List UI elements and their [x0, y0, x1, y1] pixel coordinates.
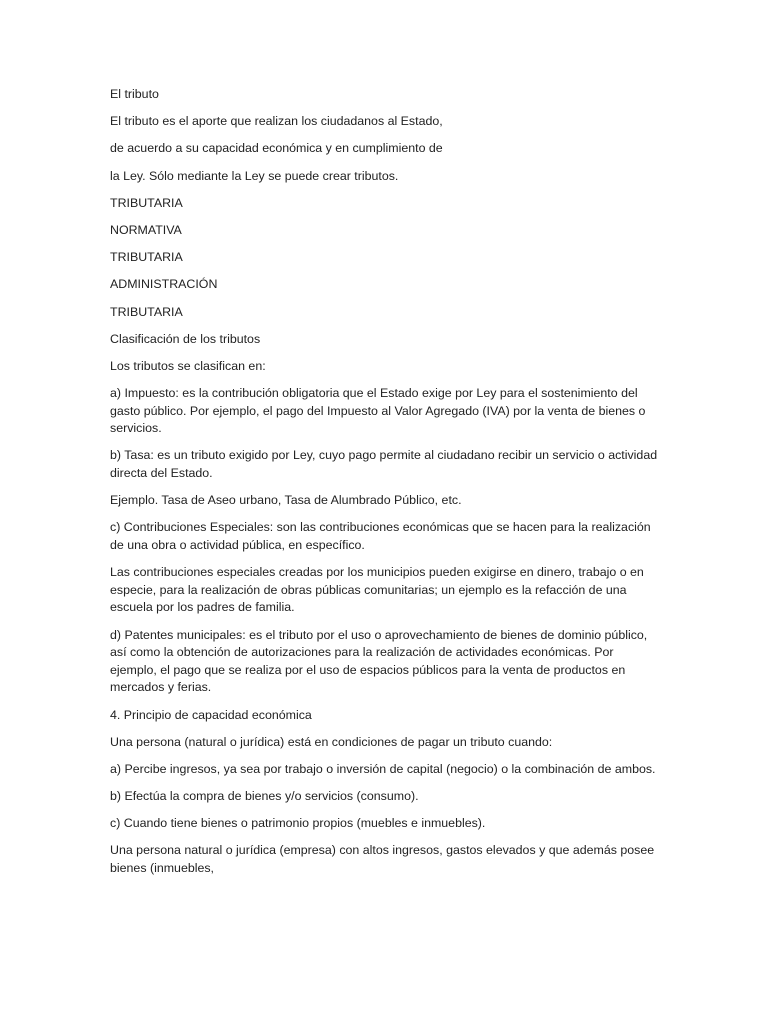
paragraph-tasa: b) Tasa: es un tributo exigido por Ley, cuyo pago permite al ciudadano recibir un servicio o actividad directa del Estado. — [110, 448, 658, 481]
document-title: El tributo — [110, 87, 159, 101]
section-heading-clasificacion: Clasificación de los tributos — [110, 331, 261, 346]
label-tributaria-1: TRIBUTARIA — [110, 195, 183, 210]
label-normativa: NORMATIVA — [110, 222, 182, 237]
section-heading-capacidad: 4. Principio de capacidad económica — [110, 707, 312, 722]
label-tributaria-3: TRIBUTARIA — [110, 304, 183, 319]
label-administracion: ADMINISTRACIÓN — [110, 277, 218, 292]
paragraph-contribuciones-especiales: c) Contribuciones Especiales: son las contribuciones económicas que se hacen para la realización de una obra o actividad pública, en específico. — [110, 520, 651, 552]
paragraph-clasifican: Los tributos se clasifican en: — [110, 358, 266, 373]
paragraph-intro-line-3: la Ley. Sólo mediante la Ley se puede crear tributos. — [110, 168, 399, 183]
paragraph-compra: b) Efectúa la compra de bienes y/o servicios (consumo). — [110, 789, 419, 804]
paragraph-intro-line-1: El tributo es el aporte que realizan los ciudadanos al Estado, — [110, 114, 443, 129]
paragraph-percibe-ingresos: a) Percibe ingresos, ya sea por trabajo o inversión de capital (negocio) o la combinación de ambos. — [110, 761, 656, 776]
paragraph-contribuciones-municipios: Las contribuciones especiales creadas por los municipios pueden exigirse en dinero, trabajo o en especie, para la realización de obras públicas comunitarias; un ejemplo es la refacción de una escuela por los padres de familia. — [110, 565, 644, 615]
paragraph-impuesto: a) Impuesto: es la contribución obligatoria que el Estado exige por Ley para el sostenimiento del gasto público. Por ejemplo, el pago del Impuesto al Valor Agregado (IVA) por la venta de bienes o servicios. — [110, 386, 646, 436]
paragraph-condiciones: Una persona (natural o jurídica) está en condiciones de pagar un tributo cuando: — [110, 734, 553, 749]
document-page — [110, 86, 660, 887]
label-tributaria-2: TRIBUTARIA — [110, 250, 183, 265]
paragraph-persona-natural: Una persona natural o jurídica (empresa) con altos ingresos, gastos elevados y que además posee bienes (inmuebles, — [110, 843, 655, 876]
paragraph-ejemplo-tasa: Ejemplo. Tasa de Aseo urbano, Tasa de Alumbrado Público, etc. — [110, 493, 462, 508]
paragraph-intro-line-2: de acuerdo a su capacidad económica y en cumplimiento de — [110, 141, 443, 156]
paragraph-patrimonio: c) Cuando tiene bienes o patrimonio propios (muebles e inmuebles). — [110, 816, 486, 831]
paragraph-patentes: d) Patentes municipales: es el tributo por el uso o aprovechamiento de bienes de dominio público, así como la obtención de autorizaciones para la realización de actividades económicas. Por ejemplo, el pago que se realiza por el uso de espacios públicos para la venta de productos en mercados y ferias. — [110, 627, 648, 695]
